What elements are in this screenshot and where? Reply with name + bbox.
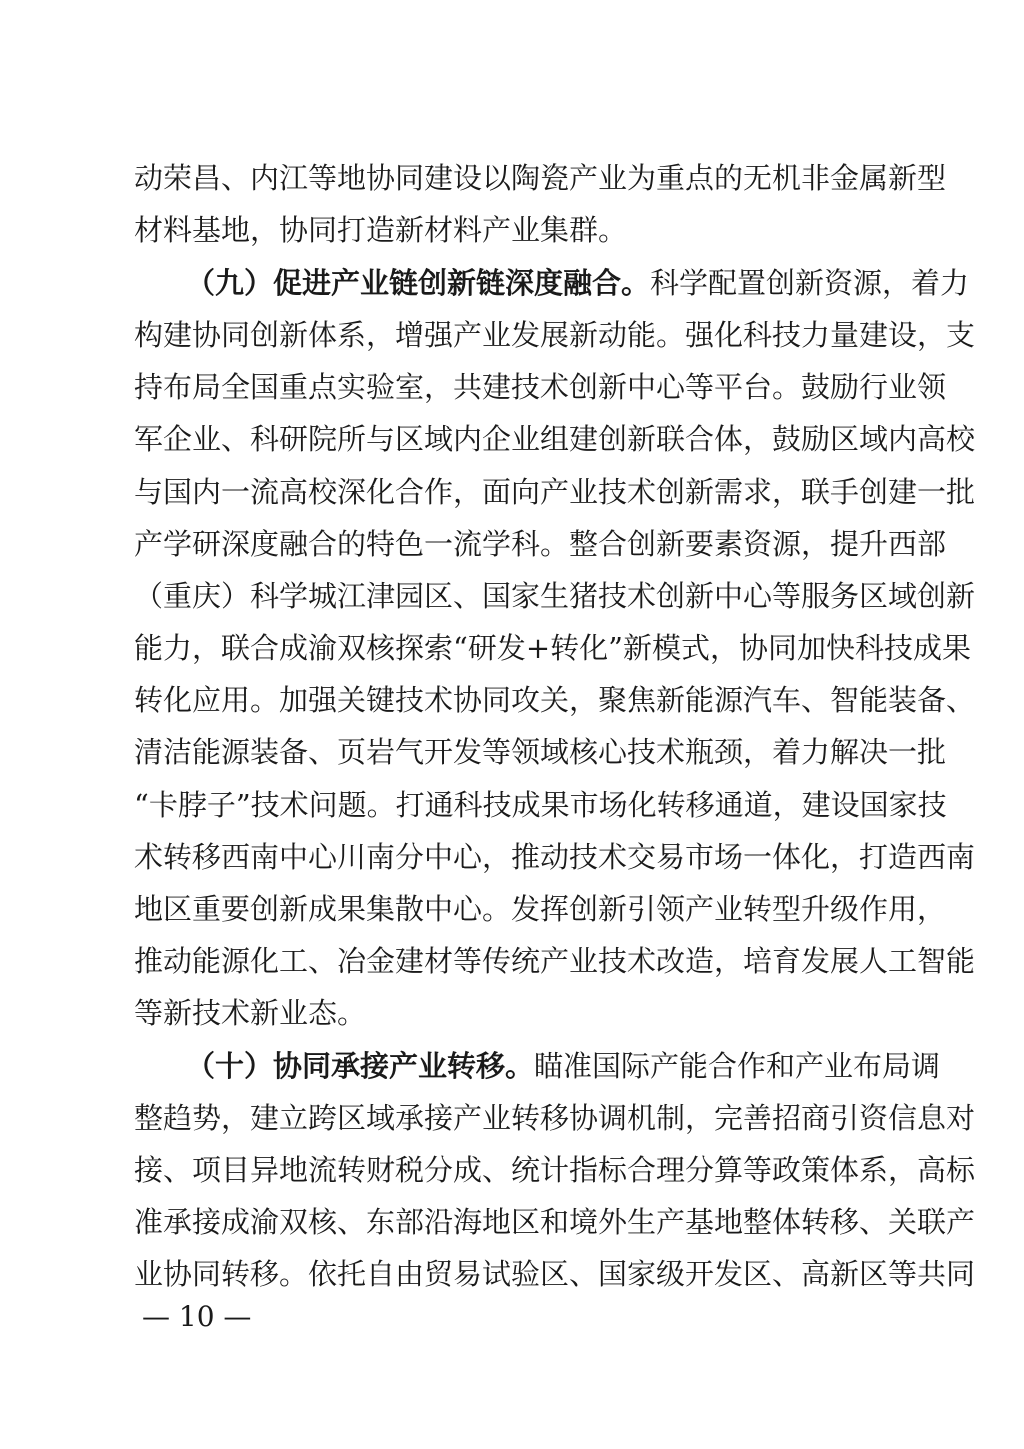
section-10-lead-text: 瞄准国际产能合作和产业布局调: [534, 1049, 941, 1083]
body-line: 推动能源化工、冶金建材等传统产业技术改造，培育发展人工智能: [134, 944, 976, 978]
body-line: 转化应用。加强关键技术协同攻关，聚焦新能源汽车、智能装备、: [134, 683, 976, 717]
body-line: 能力，联合成渝双核探索“研发+转化”新模式，协同加快科技成果: [134, 631, 971, 665]
section-9-lead-text: 科学配置创新资源，着力: [650, 266, 970, 300]
body-line: “卡脖子”技术问题。打通科技成果市场化转移通道，建设国家技: [134, 788, 947, 822]
page-number: — 10 —: [142, 1300, 252, 1333]
body-line: 军企业、科研院所与区域内企业组建创新联合体，鼓励区域内高校: [134, 422, 976, 456]
section-10-heading: （十）协同承接产业转移。: [186, 1049, 535, 1083]
section-10-first-line: [186, 1046, 941, 1086]
body-line: 术转移西南中心川南分中心，推动技术交易市场一体化，打造西南: [134, 840, 976, 874]
section-9-heading: （九）促进产业链创新链深度融合。: [186, 266, 651, 300]
body-line: 与国内一流高校深化合作，面向产业技术创新需求，联手创建一批: [134, 475, 976, 509]
body-line: 接、项目异地流转财税分成、统计指标合理分算等政策体系，高标: [134, 1153, 976, 1187]
body-line: 持布局全国重点实验室，共建技术创新中心等平台。鼓励行业领: [134, 370, 947, 404]
body-line: 动荣昌、内江等地协同建设以陶瓷产业为重点的无机非金属新型: [134, 161, 947, 195]
body-line: 产学研深度融合的特色一流学科。整合创新要素资源，提升西部: [134, 527, 947, 561]
section-9-first-line: [186, 263, 970, 303]
body-line: 等新技术新业态。: [134, 996, 367, 1030]
body-line: 准承接成渝双核、东部沿海地区和境外生产基地整体转移、关联产: [134, 1205, 976, 1239]
body-line: 地区重要创新成果集散中心。发挥创新引领产业转型升级作用，: [134, 892, 947, 926]
body-line: 整趋势，建立跨区域承接产业转移协调机制，完善招商引资信息对: [134, 1101, 976, 1135]
body-line: 业协同转移。依托自由贸易试验区、国家级开发区、高新区等共同: [134, 1257, 976, 1291]
body-line: 清洁能源装备、页岩气开发等领域核心技术瓶颈，着力解决一批: [134, 735, 947, 769]
body-line: （重庆）科学城江津园区、国家生猪技术创新中心等服务区域创新: [134, 579, 976, 613]
body-line: 材料基地，协同打造新材料产业集群。: [134, 213, 628, 247]
body-line: 构建协同创新体系，增强产业发展新动能。强化科技力量建设，支: [134, 318, 976, 352]
